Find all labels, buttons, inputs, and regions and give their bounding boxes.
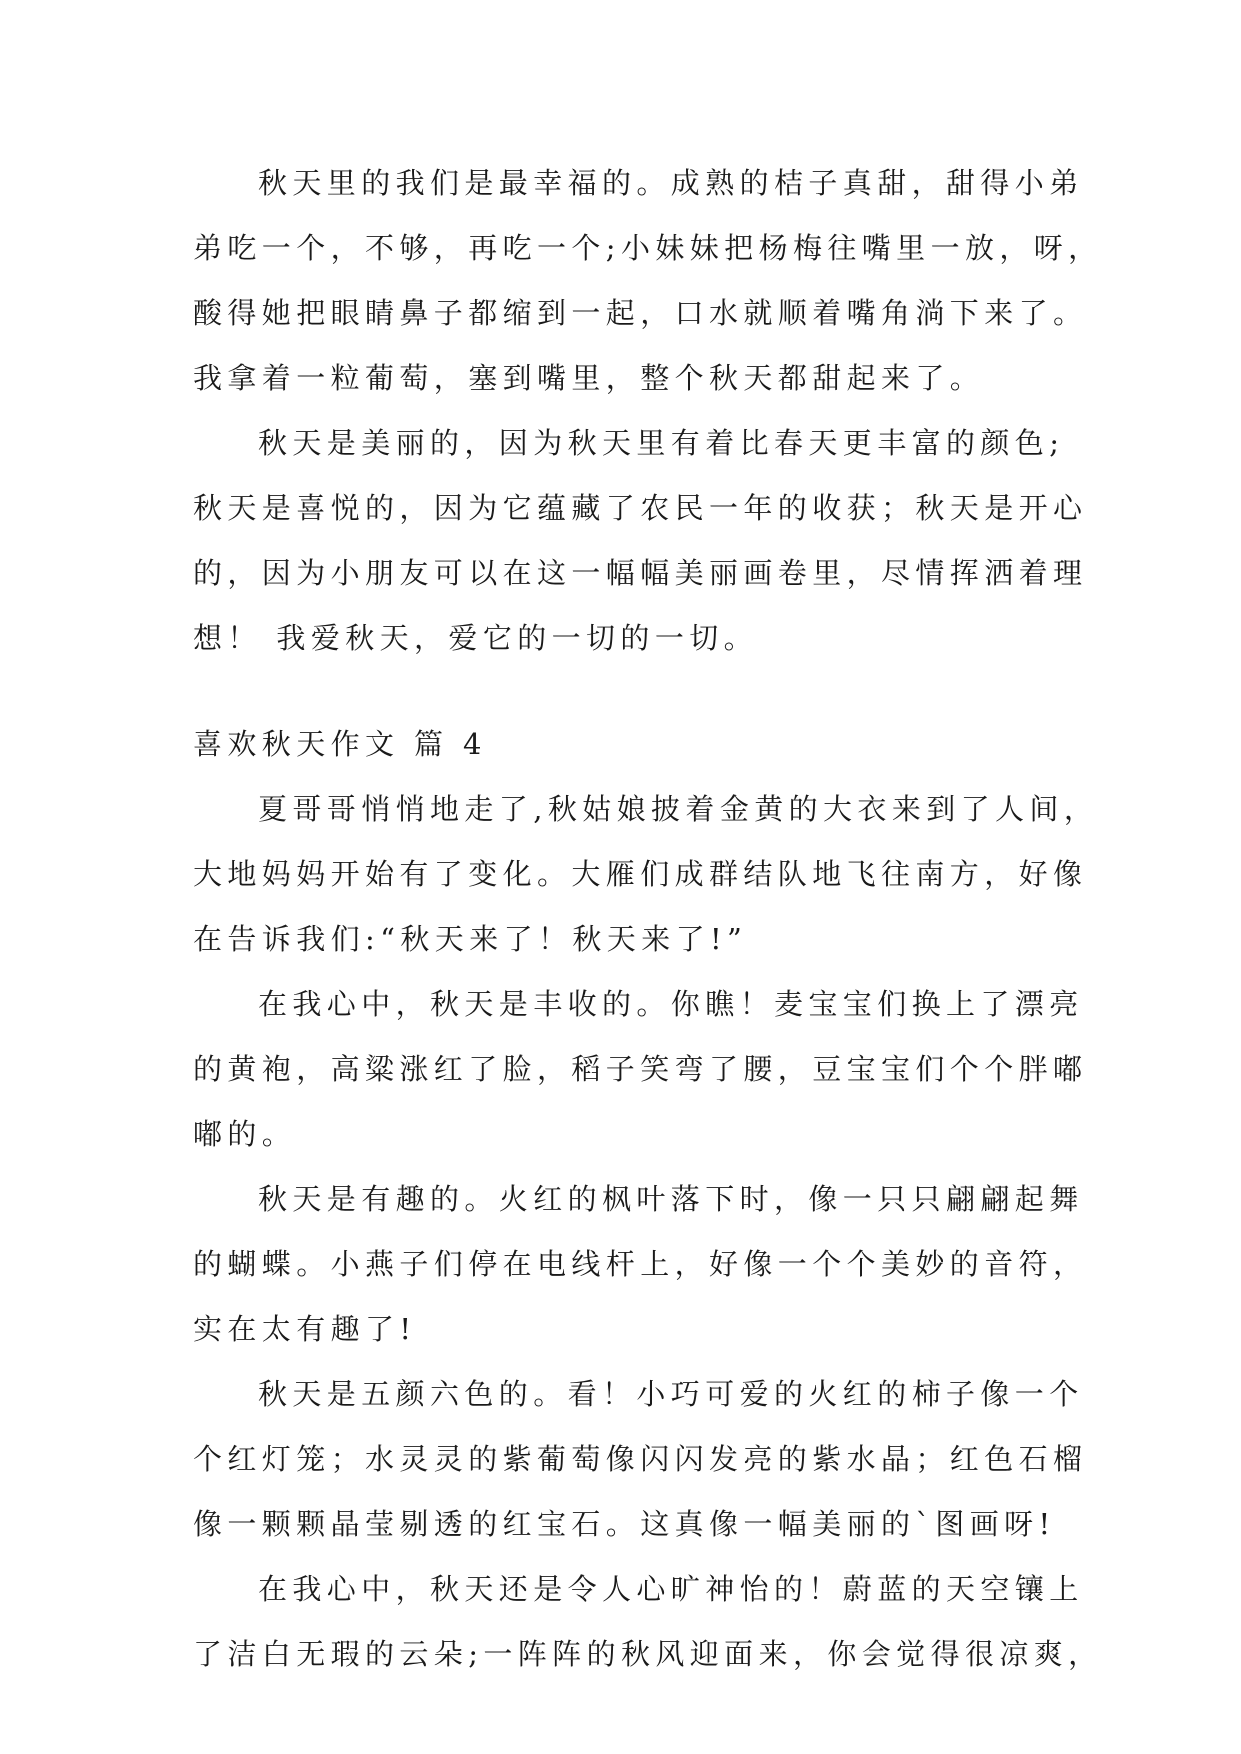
paragraph-line: 实在太有趣了! — [193, 1312, 417, 1346]
paragraph-line: 的黄袍，高粱涨红了脸，稻子笑弯了腰，豆宝宝们个个胖嘟 — [193, 1052, 1088, 1086]
paragraph-line: 在我心中，秋天还是令人心旷神怡的！蔚蓝的天空镶上 — [258, 1572, 1084, 1606]
paragraph-line: 个红灯笼；水灵灵的紫葡萄像闪闪发亮的紫水晶；红色石榴 — [193, 1442, 1088, 1476]
paragraph-line: 嘟的。 — [193, 1117, 297, 1151]
paragraph-line: 像一颗颗晶莹剔透的红宝石。这真像一幅美丽的`图画呀! — [193, 1507, 1056, 1541]
paragraph-line: 的蝴蝶。小燕子们停在电线杆上，好像一个个美妙的音符， — [193, 1247, 1088, 1281]
paragraph-line: 酸得她把眼睛鼻子都缩到一起，口水就顺着嘴角淌下来了。 — [193, 296, 1088, 330]
paragraph-line: 的，因为小朋友可以在这一幅幅美丽画卷里，尽情挥洒着理 — [193, 556, 1088, 590]
paragraph-line: 想！ 我爱秋天，爱它的一切的一切。 — [193, 621, 759, 655]
paragraph-line: 了洁白无瑕的云朵;一阵阵的秋风迎面来，你会觉得很凉爽， — [193, 1637, 1103, 1671]
paragraph-line: 秋天是有趣的。火红的枫叶落下时，像一只只翩翩起舞 — [258, 1182, 1084, 1216]
paragraph-line: 弟吃一个，不够，再吃一个;小妹妹把杨梅往嘴里一放，呀， — [193, 231, 1103, 265]
paragraph-line: 在我心中，秋天是丰收的。你瞧！麦宝宝们换上了漂亮 — [258, 987, 1084, 1021]
paragraph-line: 秋天是喜悦的，因为它蕴藏了农民一年的收获；秋天是开心 — [193, 491, 1088, 525]
paragraph-line: 在告诉我们:“秋天来了！秋天来了!” — [193, 922, 748, 956]
paragraph-line: 夏哥哥悄悄地走了,秋姑娘披着金黄的大衣来到了人间， — [258, 792, 1099, 826]
paragraph-line: 秋天里的我们是最幸福的。成熟的桔子真甜，甜得小弟 — [258, 166, 1084, 200]
paragraph-line: 我拿着一粒葡萄，塞到嘴里，整个秋天都甜起来了。 — [193, 361, 985, 395]
section-heading: 喜欢秋天作文 篇 4 — [193, 727, 487, 761]
paragraph-line: 大地妈妈开始有了变化。大雁们成群结队地飞往南方，好像 — [193, 857, 1088, 891]
paragraph-line: 秋天是美丽的，因为秋天里有着比春天更丰富的颜色; — [258, 426, 1065, 460]
paragraph-line: 秋天是五颜六色的。看！小巧可爱的火红的柿子像一个 — [258, 1377, 1084, 1411]
